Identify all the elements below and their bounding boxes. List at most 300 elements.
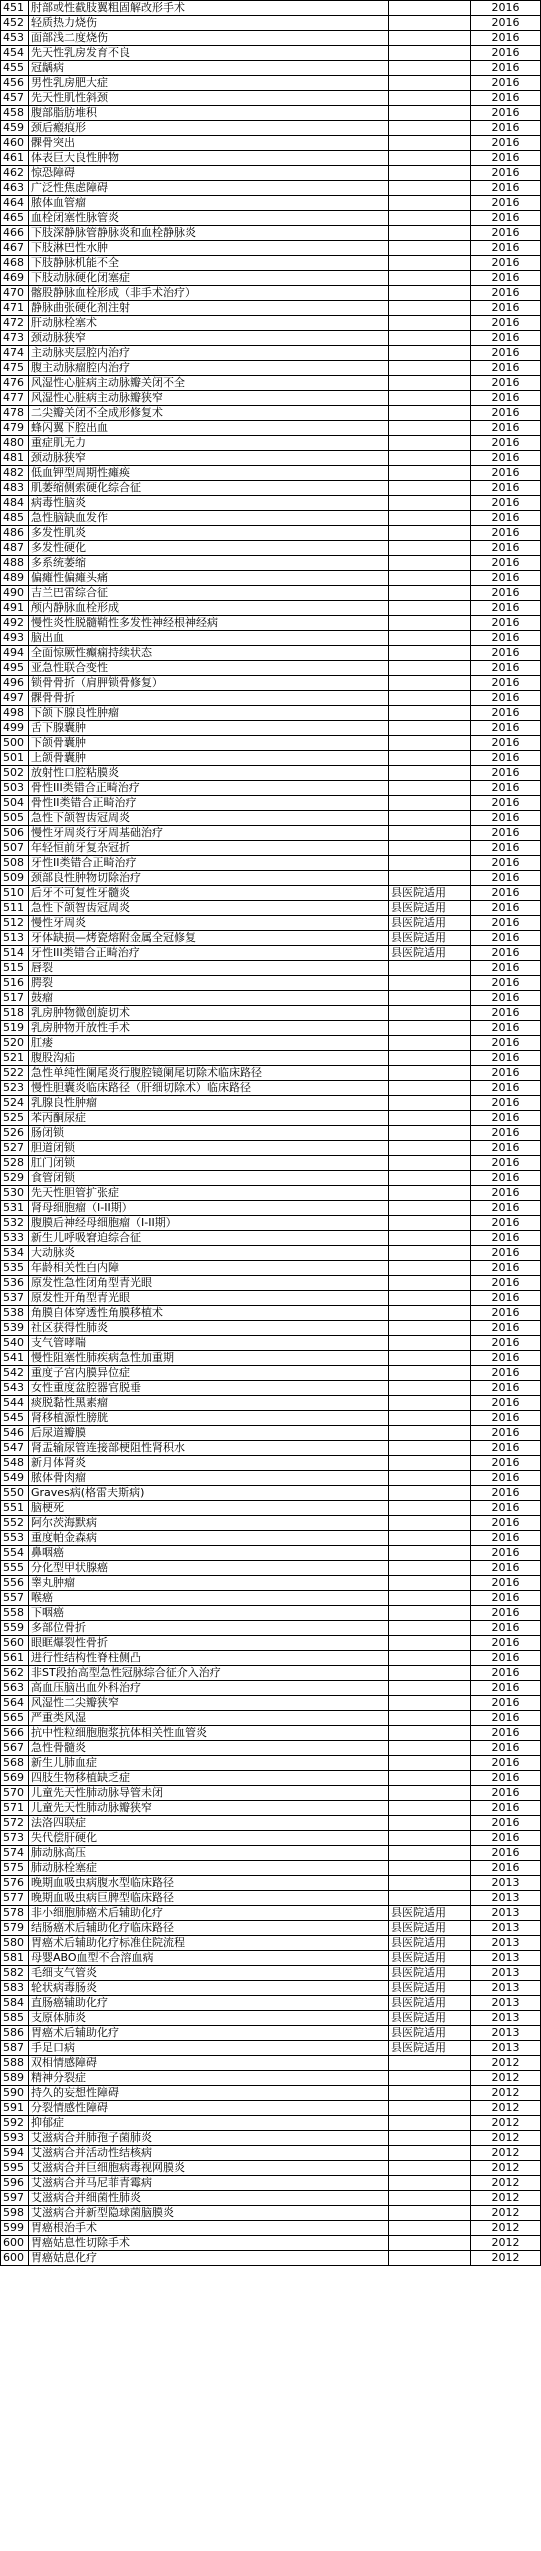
- pathway-name-cell: 乳腺良性肿瘤: [29, 1096, 389, 1111]
- pathway-name-cell: 后尿道瓣膜: [29, 1426, 389, 1441]
- pathway-name-cell: 支原体肺炎: [29, 2011, 389, 2026]
- applicability-cell: [389, 511, 471, 526]
- year-cell: 2013: [471, 1966, 541, 1981]
- pathway-name-cell: 重度帕金森病: [29, 1531, 389, 1546]
- row-number-cell: 502: [1, 766, 29, 781]
- applicability-cell: [389, 1666, 471, 1681]
- pathway-name-cell: 腹膜后神经母细胞瘤（I-II期）: [29, 1216, 389, 1231]
- pathway-name-cell: 抑郁症: [29, 2116, 389, 2131]
- row-number-cell: 468: [1, 256, 29, 271]
- applicability-cell: [389, 1201, 471, 1216]
- pathway-name-cell: 分化型甲状腺癌: [29, 1561, 389, 1576]
- pathway-name-cell: 肺动脉高压: [29, 1846, 389, 1861]
- applicability-cell: 县医院适用: [389, 1906, 471, 1921]
- pathway-name-cell: 眼眶爆裂性骨折: [29, 1636, 389, 1651]
- pathway-name-cell: 脓体血管瘤: [29, 196, 389, 211]
- table-row: [1, 1921, 541, 1936]
- year-cell: 2016: [471, 886, 541, 901]
- row-number-cell: 472: [1, 316, 29, 331]
- row-number-cell: 481: [1, 451, 29, 466]
- table-row: [1, 1141, 541, 1156]
- table-row: [1, 1501, 541, 1516]
- table-row: [1, 631, 541, 646]
- pathway-name-cell: 下肢淋巴性水肿: [29, 241, 389, 256]
- applicability-cell: 县医院适用: [389, 1996, 471, 2011]
- row-number-cell: 515: [1, 961, 29, 976]
- applicability-cell: [389, 1531, 471, 1546]
- year-cell: 2016: [471, 211, 541, 226]
- year-cell: 2013: [471, 1981, 541, 1996]
- table-row: [1, 1471, 541, 1486]
- row-number-cell: 600: [1, 2251, 29, 2266]
- table-row: [1, 391, 541, 406]
- year-cell: 2016: [471, 16, 541, 31]
- row-number-cell: 554: [1, 1546, 29, 1561]
- row-number-cell: 517: [1, 991, 29, 1006]
- row-number-cell: 532: [1, 1216, 29, 1231]
- pathway-name-cell: 体表巨大良性肿物: [29, 151, 389, 166]
- row-number-cell: 535: [1, 1261, 29, 1276]
- year-cell: 2013: [471, 2026, 541, 2041]
- applicability-cell: [389, 1186, 471, 1201]
- year-cell: 2016: [471, 676, 541, 691]
- row-number-cell: 494: [1, 646, 29, 661]
- row-number-cell: 586: [1, 2026, 29, 2041]
- pathway-name-cell: 骨性II类错合正畸治疗: [29, 796, 389, 811]
- year-cell: 2016: [471, 1066, 541, 1081]
- year-cell: 2013: [471, 2041, 541, 2056]
- applicability-cell: 县医院适用: [389, 901, 471, 916]
- table-row: [1, 1171, 541, 1186]
- year-cell: 2016: [471, 721, 541, 736]
- row-number-cell: 499: [1, 721, 29, 736]
- table-row: [1, 961, 541, 976]
- applicability-cell: [389, 76, 471, 91]
- row-number-cell: 531: [1, 1201, 29, 1216]
- row-number-cell: 510: [1, 886, 29, 901]
- year-cell: 2016: [471, 331, 541, 346]
- pathway-name-cell: 锁骨骨折（肩胛锁骨修复）: [29, 676, 389, 691]
- applicability-cell: [389, 436, 471, 451]
- applicability-cell: [389, 526, 471, 541]
- row-number-cell: 594: [1, 2146, 29, 2161]
- pathway-name-cell: 晚期血吸虫病巨脾型临床路径: [29, 1891, 389, 1906]
- row-number-cell: 566: [1, 1726, 29, 1741]
- applicability-cell: [389, 1756, 471, 1771]
- table-row: [1, 1966, 541, 1981]
- applicability-cell: [389, 106, 471, 121]
- pathway-name-cell: 下肢深静脉管静脉炎和血栓静脉炎: [29, 226, 389, 241]
- pathway-name-cell: 颈后瘢痕形: [29, 121, 389, 136]
- applicability-cell: [389, 2236, 471, 2251]
- applicability-cell: [389, 196, 471, 211]
- pathway-name-cell: 胃癌术后辅助化疗标准住院流程: [29, 1936, 389, 1951]
- pathway-name-cell: 艾滋病合并巨细胞病毒视网膜炎: [29, 2161, 389, 2176]
- applicability-cell: [389, 151, 471, 166]
- applicability-cell: [389, 376, 471, 391]
- applicability-cell: [389, 1036, 471, 1051]
- pathway-name-cell: 食管闭锁: [29, 1171, 389, 1186]
- year-cell: 2016: [471, 31, 541, 46]
- table-row: [1, 1306, 541, 1321]
- year-cell: 2016: [471, 946, 541, 961]
- applicability-cell: [389, 211, 471, 226]
- row-number-cell: 477: [1, 391, 29, 406]
- pathway-name-cell: 肛门闭锁: [29, 1156, 389, 1171]
- year-cell: 2013: [471, 1921, 541, 1936]
- year-cell: 2016: [471, 1366, 541, 1381]
- table-row: [1, 466, 541, 481]
- applicability-cell: [389, 1681, 471, 1696]
- applicability-cell: [389, 961, 471, 976]
- pathway-name-cell: 胃癌根治手术: [29, 2221, 389, 2236]
- row-number-cell: 563: [1, 1681, 29, 1696]
- pathway-name-cell: 非小细胞肺癌术后辅助化疗: [29, 1906, 389, 1921]
- row-number-cell: 505: [1, 811, 29, 826]
- row-number-cell: 462: [1, 166, 29, 181]
- pathway-name-cell: 轮状病毒肠炎: [29, 1981, 389, 1996]
- pathway-name-cell: 进行性结构性脊柱侧凸: [29, 1651, 389, 1666]
- table-row: [1, 136, 541, 151]
- year-cell: 2016: [471, 916, 541, 931]
- applicability-cell: [389, 1021, 471, 1036]
- table-row: [1, 511, 541, 526]
- row-number-cell: 453: [1, 31, 29, 46]
- year-cell: 2016: [471, 436, 541, 451]
- year-cell: 2016: [471, 1501, 541, 1516]
- table-row: [1, 541, 541, 556]
- table-row: [1, 691, 541, 706]
- table-row: [1, 1396, 541, 1411]
- applicability-cell: [389, 241, 471, 256]
- applicability-cell: [389, 706, 471, 721]
- applicability-cell: 县医院适用: [389, 1921, 471, 1936]
- applicability-cell: [389, 181, 471, 196]
- pathway-name-cell: 亚急性联合变性: [29, 661, 389, 676]
- year-cell: 2016: [471, 1456, 541, 1471]
- table-row: [1, 1846, 541, 1861]
- row-number-cell: 509: [1, 871, 29, 886]
- applicability-cell: [389, 841, 471, 856]
- table-row: [1, 2116, 541, 2131]
- row-number-cell: 555: [1, 1561, 29, 1576]
- year-cell: 2016: [471, 1726, 541, 1741]
- pathway-name-cell: 阿尔茨海默病: [29, 1516, 389, 1531]
- pathway-name-cell: 儿童先天性肺动脉导管未闭: [29, 1786, 389, 1801]
- table-row: [1, 556, 541, 571]
- table-row: [1, 2086, 541, 2101]
- row-number-cell: 467: [1, 241, 29, 256]
- applicability-cell: [389, 1426, 471, 1441]
- year-cell: 2016: [471, 811, 541, 826]
- applicability-cell: [389, 166, 471, 181]
- pathway-name-cell: 社区获得性肺炎: [29, 1321, 389, 1336]
- pathway-name-cell: 慢性牙周炎: [29, 916, 389, 931]
- year-cell: 2016: [471, 586, 541, 601]
- applicability-cell: [389, 721, 471, 736]
- row-number-cell: 588: [1, 2056, 29, 2071]
- year-cell: 2016: [471, 181, 541, 196]
- year-cell: 2016: [471, 1426, 541, 1441]
- applicability-cell: [389, 1126, 471, 1141]
- year-cell: 2016: [471, 1411, 541, 1426]
- applicability-cell: 县医院适用: [389, 2011, 471, 2026]
- year-cell: 2016: [471, 631, 541, 646]
- applicability-cell: [389, 46, 471, 61]
- row-number-cell: 486: [1, 526, 29, 541]
- pathway-name-cell: 放射性口腔粘膜炎: [29, 766, 389, 781]
- applicability-cell: [389, 766, 471, 781]
- year-cell: 2016: [471, 901, 541, 916]
- pathway-name-cell: 多系统萎缩: [29, 556, 389, 571]
- year-cell: 2016: [471, 1546, 541, 1561]
- row-number-cell: 580: [1, 1936, 29, 1951]
- table-row: [1, 1951, 541, 1966]
- applicability-cell: [389, 421, 471, 436]
- year-cell: 2016: [471, 1126, 541, 1141]
- row-number-cell: 501: [1, 751, 29, 766]
- applicability-cell: [389, 1171, 471, 1186]
- year-cell: 2016: [471, 1666, 541, 1681]
- table-row: [1, 1426, 541, 1441]
- row-number-cell: 452: [1, 16, 29, 31]
- row-number-cell: 463: [1, 181, 29, 196]
- applicability-cell: [389, 361, 471, 376]
- year-cell: 2016: [471, 136, 541, 151]
- applicability-cell: [389, 1231, 471, 1246]
- applicability-cell: [389, 481, 471, 496]
- table-row: [1, 496, 541, 511]
- applicability-cell: [389, 2191, 471, 2206]
- year-cell: 2016: [471, 871, 541, 886]
- table-row: [1, 1006, 541, 1021]
- applicability-cell: [389, 136, 471, 151]
- applicability-cell: [389, 1861, 471, 1876]
- table-row: [1, 2101, 541, 2116]
- row-number-cell: 476: [1, 376, 29, 391]
- table-row: [1, 1216, 541, 1231]
- pathway-name-cell: 年轻恒前牙复杂冠折: [29, 841, 389, 856]
- applicability-cell: [389, 226, 471, 241]
- applicability-cell: [389, 31, 471, 46]
- year-cell: 2016: [471, 1831, 541, 1846]
- year-cell: 2016: [471, 931, 541, 946]
- pathway-name-cell: 角膜自体穿透性角膜移植术: [29, 1306, 389, 1321]
- row-number-cell: 575: [1, 1861, 29, 1876]
- year-cell: 2016: [471, 226, 541, 241]
- pathway-name-cell: 蜂闪翼下腔出血: [29, 421, 389, 436]
- applicability-cell: [389, 1411, 471, 1426]
- pathway-name-cell: 骨性III类错合正畸治疗: [29, 781, 389, 796]
- applicability-cell: [389, 301, 471, 316]
- year-cell: 2012: [471, 2236, 541, 2251]
- row-number-cell: 529: [1, 1171, 29, 1186]
- pathway-name-cell: 四肢生物移植缺乏症: [29, 1771, 389, 1786]
- table-row: [1, 1036, 541, 1051]
- applicability-cell: [389, 1711, 471, 1726]
- row-number-cell: 599: [1, 2221, 29, 2236]
- year-cell: 2016: [471, 1846, 541, 1861]
- pathway-name-cell: 肠闭锁: [29, 1126, 389, 1141]
- year-cell: 2016: [471, 556, 541, 571]
- row-number-cell: 470: [1, 286, 29, 301]
- row-number-cell: 483: [1, 481, 29, 496]
- row-number-cell: 496: [1, 676, 29, 691]
- applicability-cell: [389, 1216, 471, 1231]
- table-row: [1, 1261, 541, 1276]
- table-row: [1, 1636, 541, 1651]
- row-number-cell: 457: [1, 91, 29, 106]
- pathway-name-cell: 大动脉炎: [29, 1246, 389, 1261]
- year-cell: 2016: [471, 1306, 541, 1321]
- year-cell: 2016: [471, 1741, 541, 1756]
- table-row: [1, 1246, 541, 1261]
- row-number-cell: 511: [1, 901, 29, 916]
- year-cell: 2016: [471, 1471, 541, 1486]
- row-number-cell: 473: [1, 331, 29, 346]
- row-number-cell: 550: [1, 1486, 29, 1501]
- year-cell: 2016: [471, 1231, 541, 1246]
- year-cell: 2016: [471, 121, 541, 136]
- pathway-name-cell: 腹部脂肪堆积: [29, 106, 389, 121]
- row-number-cell: 590: [1, 2086, 29, 2101]
- row-number-cell: 591: [1, 2101, 29, 2116]
- pathway-name-cell: 先天性乳房发育不良: [29, 46, 389, 61]
- table-row: [1, 61, 541, 76]
- applicability-cell: [389, 1771, 471, 1786]
- applicability-cell: [389, 1261, 471, 1276]
- year-cell: 2016: [471, 151, 541, 166]
- applicability-cell: [389, 646, 471, 661]
- row-number-cell: 579: [1, 1921, 29, 1936]
- table-row: [1, 151, 541, 166]
- applicability-cell: [389, 331, 471, 346]
- applicability-cell: [389, 1366, 471, 1381]
- pathway-name-cell: 广泛性焦虑障碍: [29, 181, 389, 196]
- pathway-name-cell: 后牙不可复性牙髓炎: [29, 886, 389, 901]
- year-cell: 2012: [471, 2131, 541, 2146]
- table-row: [1, 226, 541, 241]
- table-row: [1, 1126, 541, 1141]
- applicability-cell: [389, 1141, 471, 1156]
- row-number-cell: 557: [1, 1591, 29, 1606]
- table-row: [1, 1231, 541, 1246]
- year-cell: 2012: [471, 2221, 541, 2236]
- table-row: [1, 481, 541, 496]
- table-row: [1, 1906, 541, 1921]
- pathway-name-cell: 牙体缺损—烤瓷熔附金属全冠修复: [29, 931, 389, 946]
- year-cell: 2013: [471, 1891, 541, 1906]
- applicability-cell: [389, 826, 471, 841]
- table-row: [1, 2191, 541, 2206]
- pathway-name-cell: 急性下颌智齿冠周炎: [29, 811, 389, 826]
- table-row: [1, 901, 541, 916]
- year-cell: 2016: [471, 1861, 541, 1876]
- pathway-name-cell: 肾盂输尿管连接部梗阻性肾积水: [29, 1441, 389, 1456]
- year-cell: 2016: [471, 346, 541, 361]
- year-cell: 2012: [471, 2101, 541, 2116]
- row-number-cell: 455: [1, 61, 29, 76]
- applicability-cell: [389, 2116, 471, 2131]
- applicability-cell: [389, 466, 471, 481]
- pathway-name-cell: 晚期血吸虫病腹水型临床路径: [29, 1876, 389, 1891]
- row-number-cell: 475: [1, 361, 29, 376]
- pathway-name-cell: 胃癌术后辅助化疗: [29, 2026, 389, 2041]
- pathway-name-cell: 毛细支气管炎: [29, 1966, 389, 1981]
- pathway-name-cell: 儿童先天性肺动脉瓣狭窄: [29, 1801, 389, 1816]
- row-number-cell: 542: [1, 1366, 29, 1381]
- pathway-name-cell: 持久的妄想性障碍: [29, 2086, 389, 2101]
- year-cell: 2016: [471, 1786, 541, 1801]
- year-cell: 2016: [471, 496, 541, 511]
- pathway-name-cell: 苯丙酮尿症: [29, 1111, 389, 1126]
- pathway-name-cell: 髂股静脉血栓形成（非手术治疗）: [29, 286, 389, 301]
- row-number-cell: 559: [1, 1621, 29, 1636]
- year-cell: 2016: [471, 1021, 541, 1036]
- applicability-cell: [389, 1441, 471, 1456]
- row-number-cell: 577: [1, 1891, 29, 1906]
- table-row: [1, 1111, 541, 1126]
- row-number-cell: 459: [1, 121, 29, 136]
- year-cell: 2012: [471, 2191, 541, 2206]
- row-number-cell: 558: [1, 1606, 29, 1621]
- year-cell: 2016: [471, 796, 541, 811]
- applicability-cell: [389, 1051, 471, 1066]
- row-number-cell: 569: [1, 1771, 29, 1786]
- year-cell: 2016: [471, 406, 541, 421]
- year-cell: 2012: [471, 2206, 541, 2221]
- year-cell: 2016: [471, 451, 541, 466]
- year-cell: 2013: [471, 1906, 541, 1921]
- pathway-name-cell: 轻质热力烧伤: [29, 16, 389, 31]
- pathway-name-cell: 严重类风湿: [29, 1711, 389, 1726]
- table-row: [1, 1021, 541, 1036]
- pathway-name-cell: 艾滋病合并细菌性肺炎: [29, 2191, 389, 2206]
- year-cell: 2016: [471, 856, 541, 871]
- pathway-name-cell: 艾滋病合并肺孢子菌肺炎: [29, 2131, 389, 2146]
- table-row: [1, 886, 541, 901]
- applicability-cell: 县医院适用: [389, 2026, 471, 2041]
- table-row: [1, 421, 541, 436]
- year-cell: 2016: [471, 646, 541, 661]
- row-number-cell: 548: [1, 1456, 29, 1471]
- year-cell: 2013: [471, 1876, 541, 1891]
- row-number-cell: 597: [1, 2191, 29, 2206]
- year-cell: 2016: [471, 166, 541, 181]
- table-row: [1, 166, 541, 181]
- pathway-name-cell: 肺动脉栓塞症: [29, 1861, 389, 1876]
- table-row: [1, 256, 541, 271]
- applicability-cell: 县医院适用: [389, 946, 471, 961]
- row-number-cell: 498: [1, 706, 29, 721]
- pathway-name-cell: 风湿性二尖瓣狭窄: [29, 1696, 389, 1711]
- row-number-cell: 497: [1, 691, 29, 706]
- pathway-name-cell: 颅内静脉血栓形成: [29, 601, 389, 616]
- year-cell: 2016: [471, 976, 541, 991]
- applicability-cell: [389, 1111, 471, 1126]
- pathway-name-cell: 腭裂: [29, 976, 389, 991]
- year-cell: 2016: [471, 1111, 541, 1126]
- row-number-cell: 545: [1, 1411, 29, 1426]
- pathway-name-cell: 上颌骨囊肿: [29, 751, 389, 766]
- pathway-name-cell: 年龄相关性白内障: [29, 1261, 389, 1276]
- applicability-cell: 县医院适用: [389, 1951, 471, 1966]
- applicability-cell: [389, 2161, 471, 2176]
- table-row: [1, 2056, 541, 2071]
- year-cell: 2016: [471, 1606, 541, 1621]
- row-number-cell: 547: [1, 1441, 29, 1456]
- year-cell: 2016: [471, 1801, 541, 1816]
